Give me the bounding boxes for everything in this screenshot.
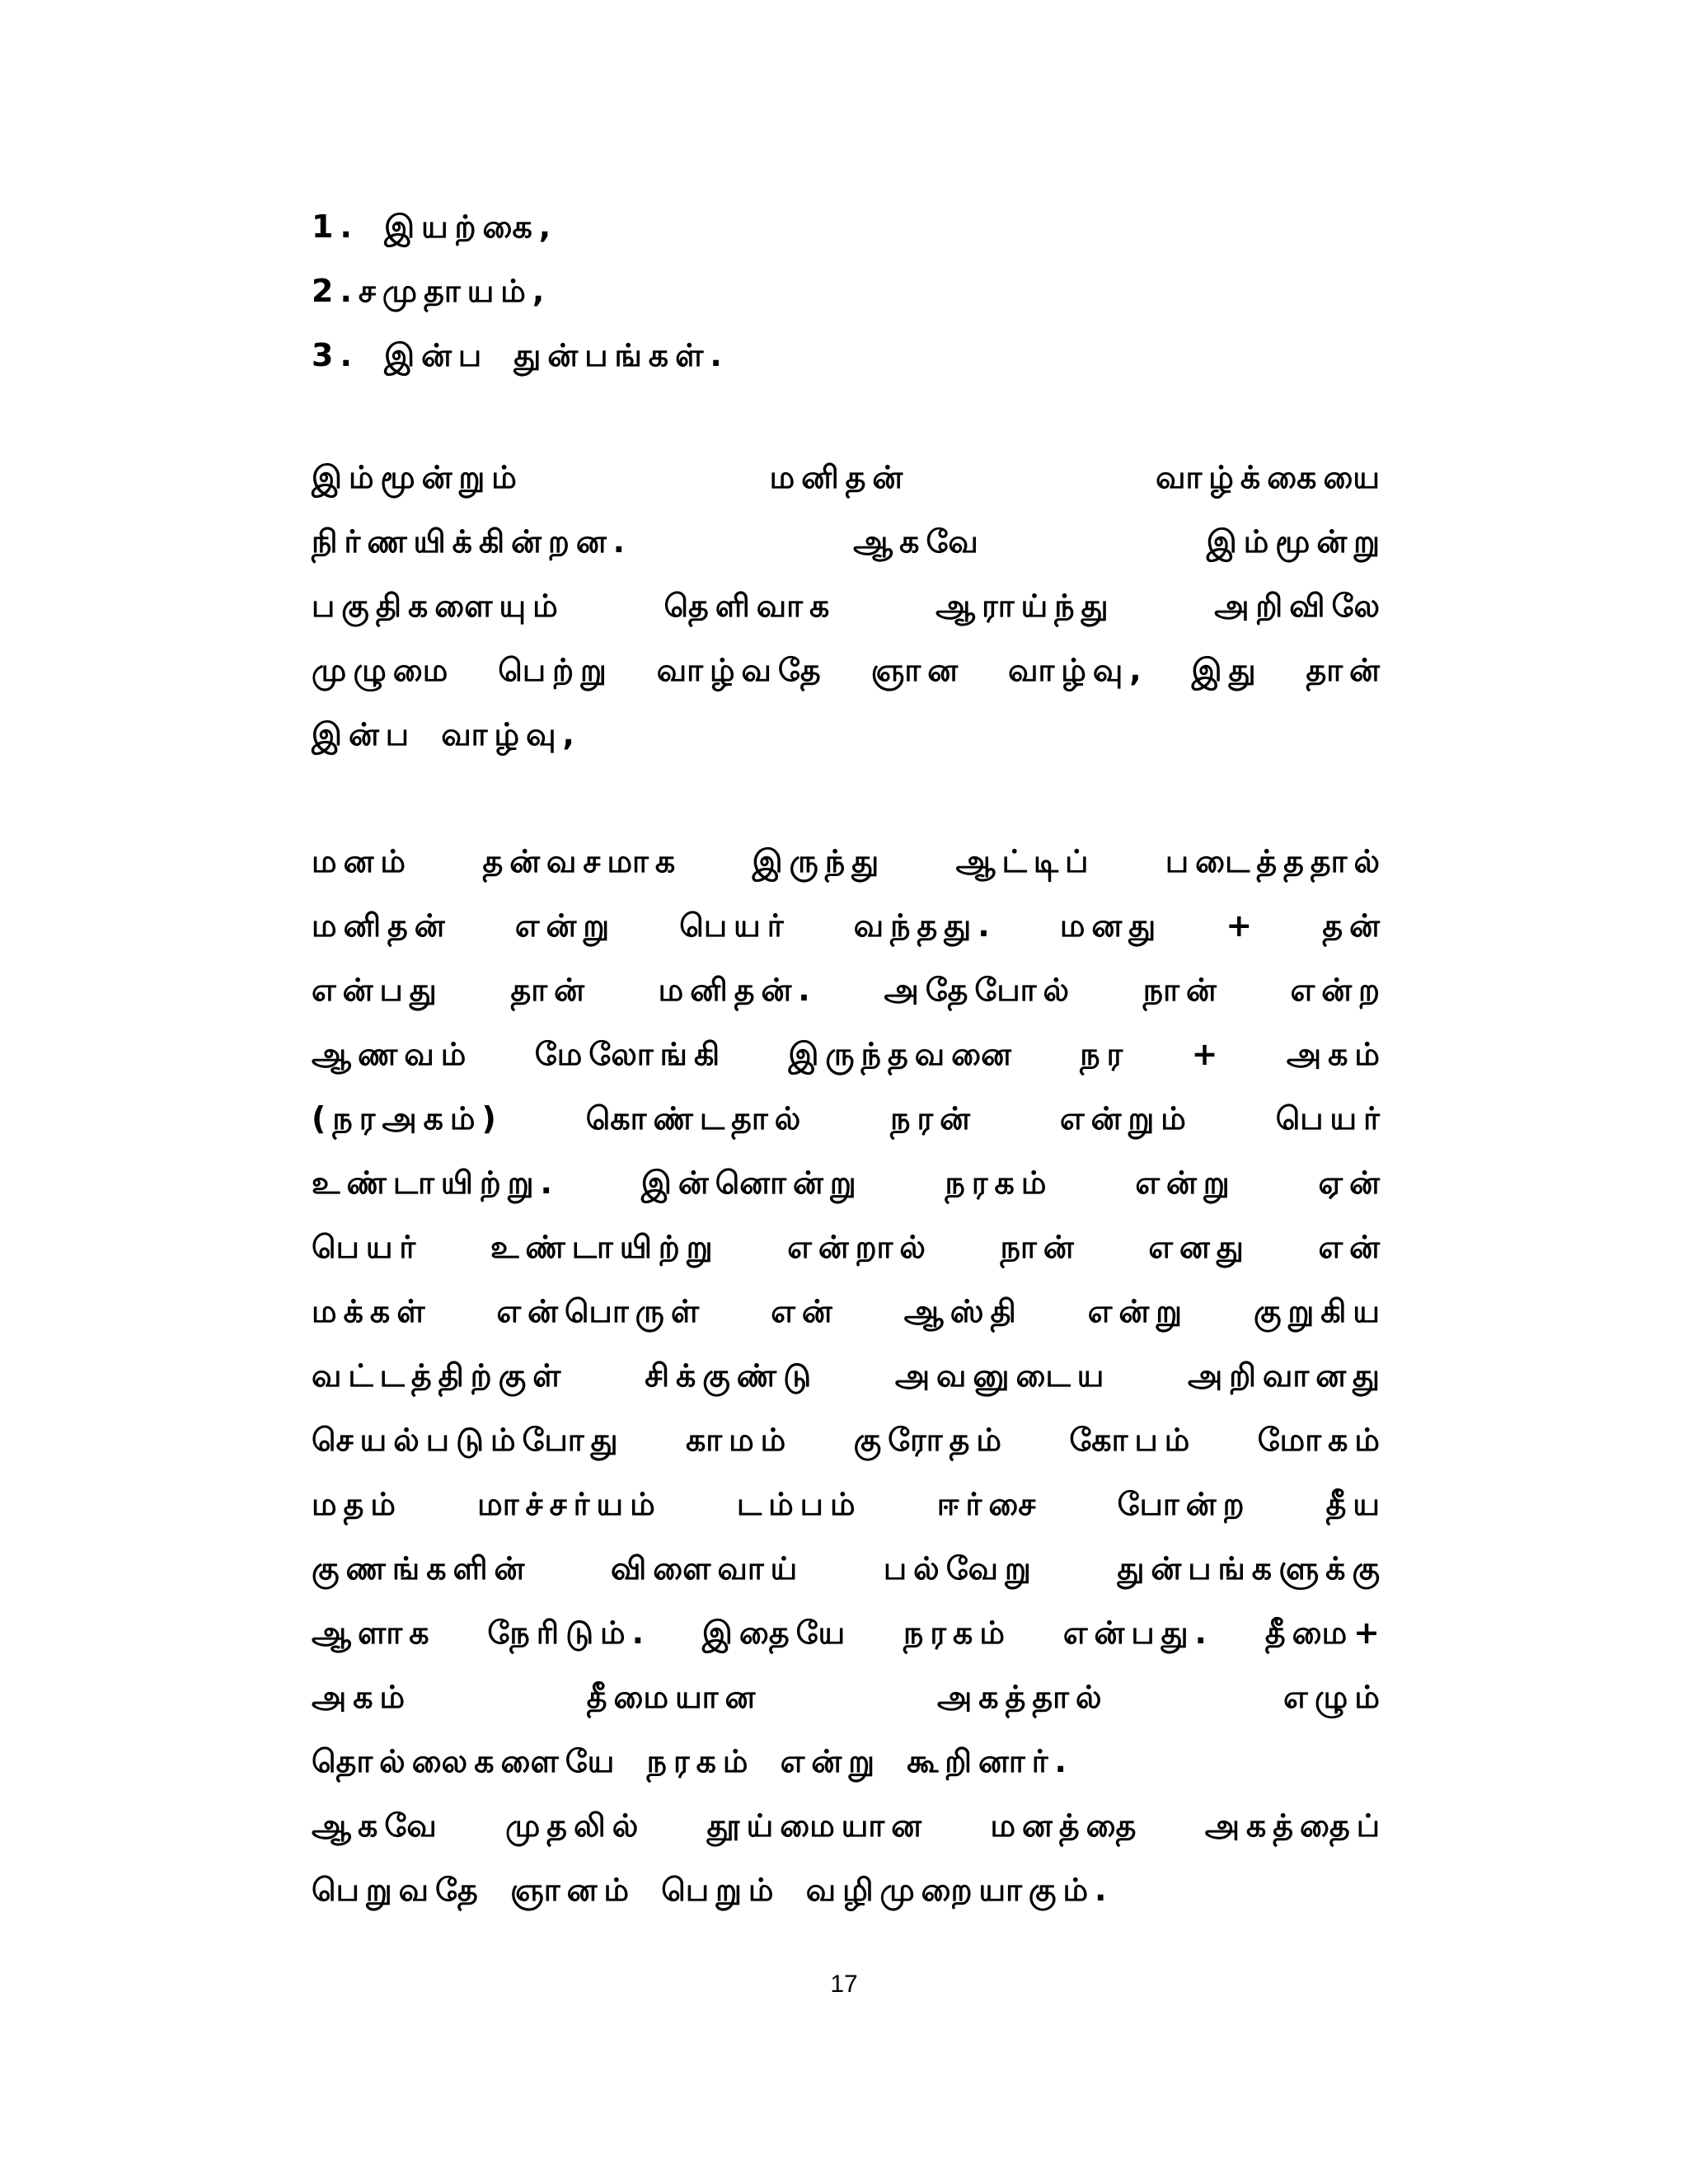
- paragraph-1: [312, 445, 1386, 766]
- paragraph-2: [312, 829, 1386, 1793]
- paragraph-line: பகுதிகளையும் தெளிவாக ஆராய்ந்து அறிவிலே: [312, 588, 1386, 624]
- paragraph-line: என்பது தான் மனிதன். அதேபோல் நான் என்ற: [312, 972, 1386, 1008]
- page-number: 17: [830, 1971, 858, 1998]
- paragraph-line: குணங்களின் விளைவாய் பல்வேறு துன்பங்களுக்கு: [312, 1550, 1386, 1586]
- paragraph-line: மதம் மாச்சர்யம் டம்பம் ஈர்சை போன்ற தீய: [312, 1486, 1386, 1522]
- paragraph-gap: [312, 766, 1386, 829]
- paragraph-line: மக்கள் என்பொருள் என் ஆஸ்தி என்று குறுகிய: [312, 1293, 1386, 1329]
- paragraph-line: முழுமை பெற்று வாழ்வதே ஞான வாழ்வு, இது தான்: [312, 652, 1386, 688]
- paragraph-line: நிர்ணயிக்கின்றன. ஆகவே இம்மூன்று: [312, 523, 1386, 560]
- paragraph-line: தொல்லைகளையே நரகம் என்று கூறினார்.: [312, 1743, 1073, 1779]
- paragraph-line: உண்டாயிற்று. இன்னொன்று நரகம் என்று ஏன்: [312, 1165, 1386, 1201]
- paragraph-line: ஆணவம் மேலோங்கி இருந்தவனை நர + அகம்: [312, 1036, 1386, 1072]
- topic-list: [312, 194, 1386, 387]
- paragraph-3: [312, 1793, 1386, 1922]
- paragraph-line: பெறுவதே ஞானம் பெறும் வழிமுறையாகும்.: [312, 1872, 1114, 1908]
- paragraph-line: பெயர் உண்டாயிற்று என்றால் நான் எனது என்: [312, 1229, 1386, 1265]
- paragraph-line: ஆளாக நேரிடும். இதையே நரகம் என்பது. தீமை+: [312, 1615, 1386, 1651]
- paragraph-gap: [312, 387, 1386, 445]
- paragraph-line: மனம் தன்வசமாக இருந்து ஆட்டிப் படைத்ததால்: [312, 843, 1386, 879]
- paragraph-line: வட்டத்திற்குள் சிக்குண்டு அவனுடைய அறிவானது: [312, 1357, 1386, 1394]
- paragraph-line: அகம் தீமையான அகத்தால் எழும்: [312, 1679, 1386, 1715]
- document-body: [312, 194, 1386, 1922]
- paragraph-line: ஆகவே முதலில் தூய்மையான மனத்தை அகத்தைப்: [312, 1807, 1386, 1844]
- paragraph-line: (நரஅகம்) கொண்டதால் நரன் என்றும் பெயர்: [312, 1100, 1386, 1137]
- list-item: 3. இன்ப துன்பங்கள்.: [312, 337, 729, 373]
- list-item: 1. இயற்கை,: [312, 209, 558, 245]
- paragraph-line: இன்ப வாழ்வு,: [312, 716, 581, 752]
- paragraph-line: செயல்படும்போது காமம் குரோதம் கோபம் மோகம்: [312, 1422, 1386, 1458]
- paragraph-line: மனிதன் என்று பெயர் வந்தது. மனது + தன்: [312, 907, 1386, 944]
- list-item: 2.சமுதாயம்,: [312, 273, 551, 309]
- paragraph-line: இம்மூன்றும் மனிதன் வாழ்க்கையை: [312, 459, 1386, 495]
